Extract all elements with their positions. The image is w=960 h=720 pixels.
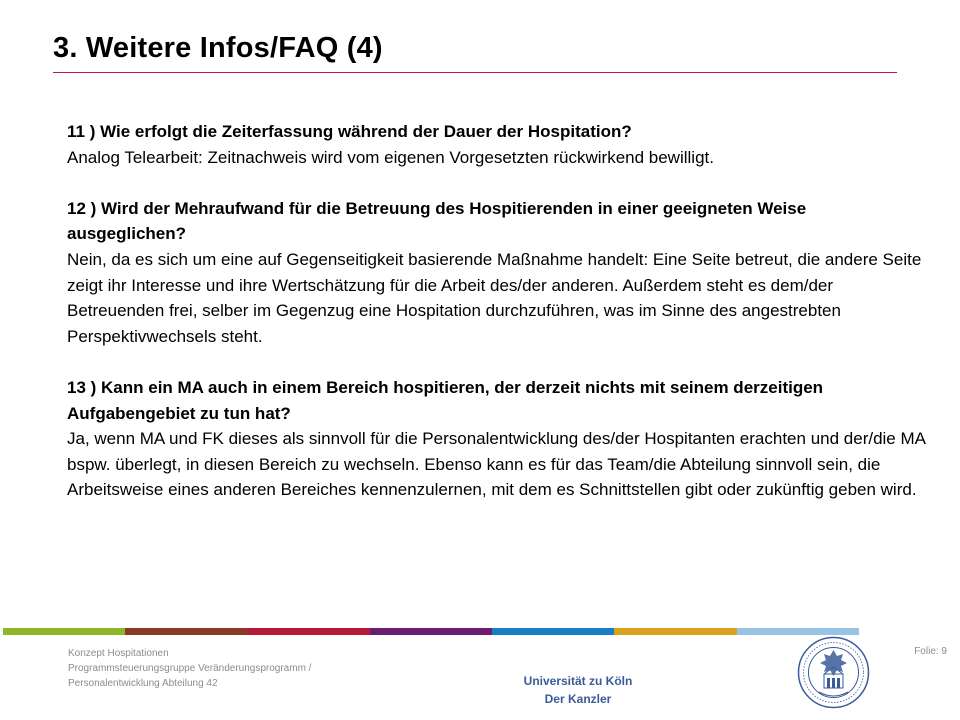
faq-question: 13 ) Kann ein MA auch in einem Bereich hospitieren, der derzeit nichts mit seinem derzeitigen Aufgabengebiet zu tun hat? (67, 377, 824, 423)
color-bar-segment (370, 628, 492, 635)
office-name: Der Kanzler (544, 692, 612, 706)
footer-line: Konzept Hospitationen (68, 648, 169, 659)
faq-item-11 (67, 119, 927, 170)
faq-question: 12 ) Wird der Mehraufwand für die Betreuung des Hospitierenden in einer geeigneten Weise ausgeglichen? (67, 198, 807, 244)
university-name: Universität zu Köln (523, 674, 633, 688)
footer-line: Programmsteuerungsgruppe Veränderungsprogramm / (68, 663, 312, 674)
color-bar-segment (125, 628, 247, 635)
university-seal-icon (797, 636, 870, 709)
faq-answer: Nein, da es sich um eine auf Gegenseitigkeit basierende Maßnahme handelt: Eine Seite betreut, die andere Seite zeigt ihr Interesse und ihre Wertschätzung für die Arbeit des/der anderen. Außerdem steht es dem/der Betreuenden frei, selber im Gegenzug eine Hospitation durchzuführen, was im Sinne des angestrebten Perspektivwechsels steht. (67, 249, 922, 346)
color-bar-segment (492, 628, 614, 635)
footer-project-info (68, 646, 368, 691)
footer-color-bar (3, 628, 859, 635)
color-bar-segment (737, 628, 859, 635)
color-bar-segment (248, 628, 370, 635)
title-divider (53, 72, 897, 73)
faq-answer: Ja, wenn MA und FK dieses als sinnvoll für die Personalentwicklung des/der Hospitanten erachten und der/die MA bspw. überlegt, in diesen Bereich zu wechseln. Ebenso kann es für das Team/die Abteilung sinnvoll sein, die Arbeitsweise eines anderen Bereiches kennenzulernen, mit dem es Schnittstellen gibt oder zukünftig geben wird. (67, 429, 926, 500)
color-bar-segment (3, 628, 125, 635)
slide-title: 3. Weitere Infos/FAQ (4) (53, 32, 383, 64)
footer-institution (478, 672, 678, 708)
faq-item-13 (67, 375, 927, 503)
faq-content (67, 119, 927, 529)
color-bar-segment (614, 628, 736, 635)
faq-answer: Analog Telearbeit: Zeitnachweis wird vom eigenen Vorgesetzten rückwirkend bewilligt. (67, 147, 714, 167)
footer-line: Personalentwicklung Abteilung 42 (68, 678, 218, 689)
faq-question: 11 ) Wie erfolgt die Zeiterfassung während der Dauer der Hospitation? (67, 122, 632, 141)
faq-item-12 (67, 196, 927, 350)
slide-number: Folie: 9 (914, 646, 947, 657)
